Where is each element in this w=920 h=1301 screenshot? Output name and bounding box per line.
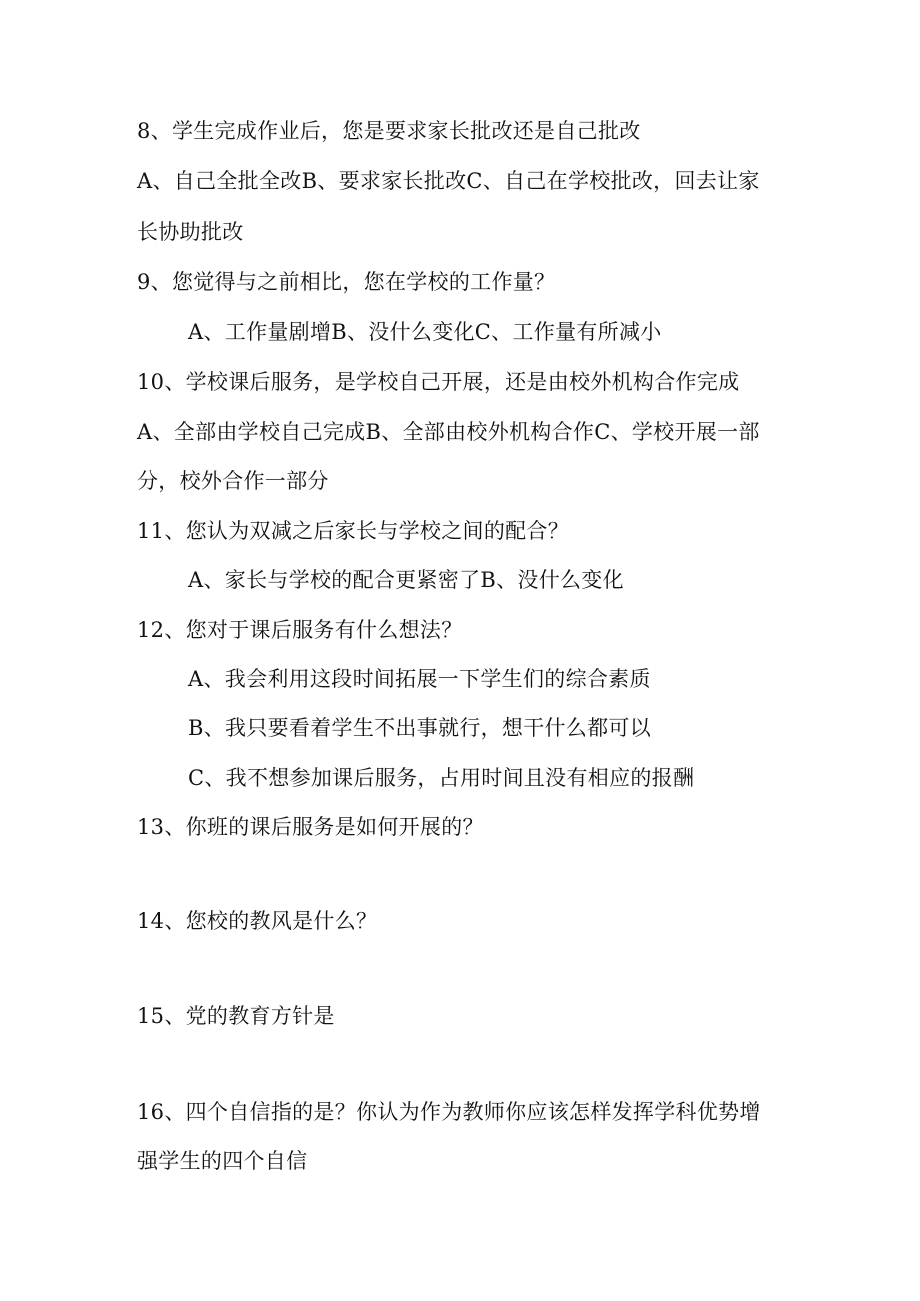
question-14: 14、您校的教风是什么？ xyxy=(137,909,378,933)
question-10-options-line-1: A、全部由学校自己完成B、全部由校外机构合作C、学校开展一部 xyxy=(137,420,760,444)
question-13: 13、你班的课后服务是如何开展的？ xyxy=(137,815,484,839)
question-11: 11、您认为双减之后家长与学校之间的配合？ xyxy=(137,519,570,543)
question-16-line-1: 16、四个自信指的是？你认为作为教师你应该怎样发挥学科优势增 xyxy=(137,1100,761,1124)
question-16-line-2: 强学生的四个自信 xyxy=(137,1149,308,1173)
question-11-options: A、家长与学校的配合更紧密了B、没什么变化 xyxy=(188,568,624,592)
question-9: 9、您觉得与之前相比，您在学校的工作量？ xyxy=(137,270,556,294)
question-8: 8、学生完成作业后，您是要求家长批改还是自己批改 xyxy=(137,119,641,143)
question-12: 12、您对于课后服务有什么想法？ xyxy=(137,618,463,642)
question-10-options-line-2: 分，校外合作一部分 xyxy=(137,469,329,493)
question-8-options-line-1: A、自己全批全改B、要求家长批改C、自己在学校批改，回去让家 xyxy=(137,169,760,193)
question-15: 15、党的教育方针是 xyxy=(137,1004,335,1028)
question-10: 10、学校课后服务，是学校自己开展，还是由校外机构合作完成 xyxy=(137,370,740,394)
question-9-options: A、工作量剧增B、没什么变化C、工作量有所减小 xyxy=(188,320,662,344)
question-12-option-a: A、我会利用这段时间拓展一下学生们的综合素质 xyxy=(188,667,651,691)
question-12-option-b: B、我只要看着学生不出事就行，想干什么都可以 xyxy=(188,716,652,740)
question-12-option-c: C、我不想参加课后服务，占用时间且没有相应的报酬 xyxy=(188,766,695,790)
question-8-options-line-2: 长协助批改 xyxy=(137,220,244,244)
